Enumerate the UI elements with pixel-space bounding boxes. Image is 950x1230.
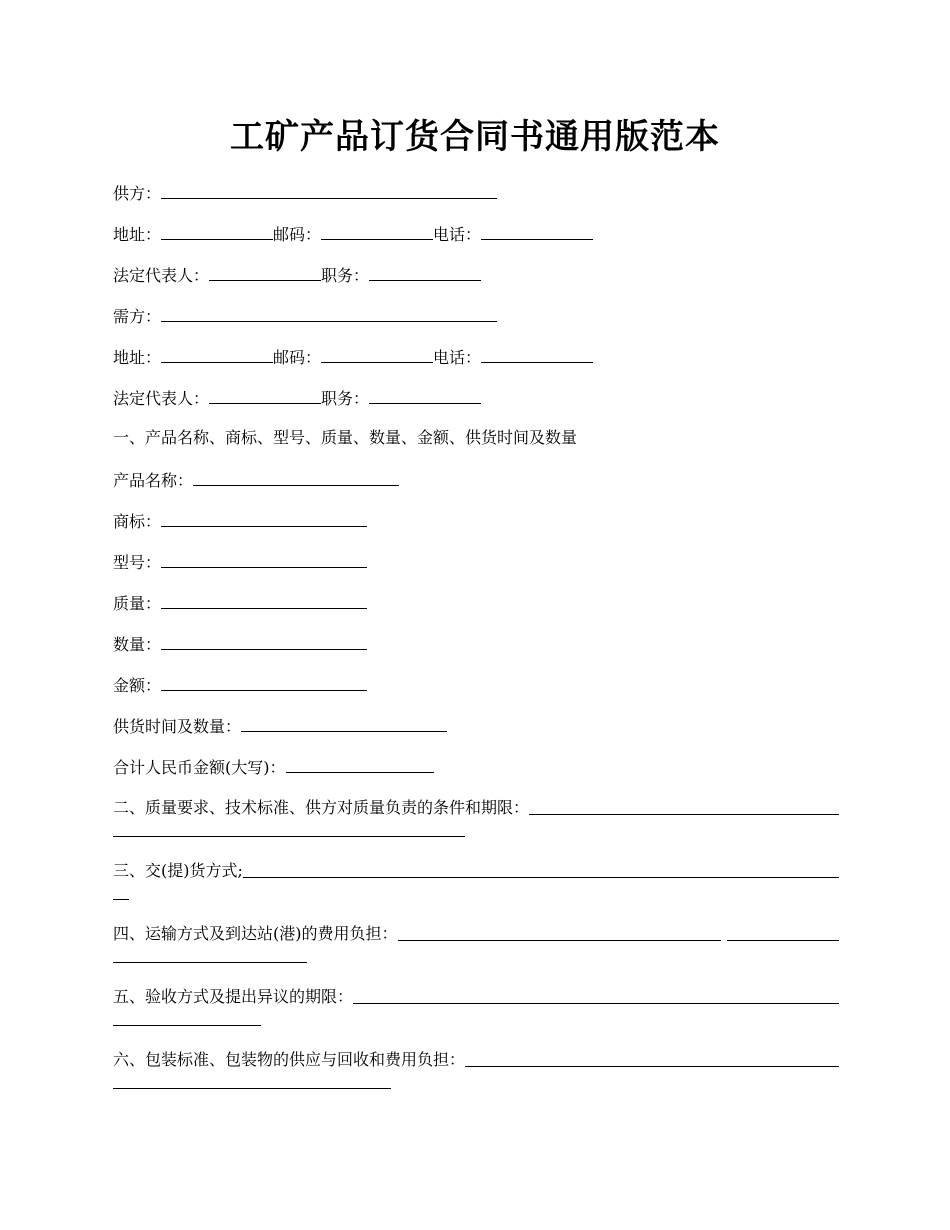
total-amount-line (113, 755, 434, 779)
buyer-legal-rep-blank[interactable] (209, 386, 321, 404)
section-6-label: 六、包装标准、包装物的供应与回收和费用负担： (113, 1050, 466, 1069)
buyer-name-label: 需方： (113, 307, 162, 326)
section-4-continuation (113, 945, 307, 969)
model-label: 型号： (113, 553, 162, 572)
buyer-position-label: 职务： (321, 389, 370, 408)
section-6-line (113, 1049, 839, 1071)
brand-blank[interactable] (161, 509, 367, 527)
amount-line (113, 673, 367, 697)
supplier-legal-rep-label: 法定代表人： (113, 266, 210, 285)
section-6-blank[interactable] (465, 1049, 839, 1067)
section-3-continuation (113, 882, 129, 906)
supplier-phone-label: 电话： (433, 225, 482, 244)
section-5-continuation (113, 1008, 261, 1032)
supply-time-blank[interactable] (241, 714, 447, 732)
section-2-line (113, 797, 839, 819)
product-name-blank[interactable] (193, 468, 399, 486)
section-6-continuation (113, 1071, 391, 1095)
product-name-label: 产品名称： (113, 471, 194, 490)
buyer-phone-blank[interactable] (481, 345, 593, 363)
model-blank[interactable] (161, 550, 367, 568)
buyer-postcode-blank[interactable] (321, 345, 433, 363)
quality-label: 质量： (113, 594, 162, 613)
buyer-rep-line (113, 386, 481, 410)
quantity-label: 数量： (113, 635, 162, 654)
section-6-blank-cont[interactable] (113, 1071, 391, 1089)
amount-label: 金额： (113, 676, 162, 695)
section-5-blank-cont[interactable] (113, 1008, 261, 1026)
supplier-address-label: 地址： (113, 225, 162, 244)
section-4-blank-cont[interactable] (113, 945, 307, 963)
section-5-blank[interactable] (353, 986, 839, 1004)
buyer-phone-label: 电话： (433, 348, 482, 367)
quantity-blank[interactable] (161, 632, 367, 650)
supplier-name-blank[interactable] (161, 181, 497, 199)
section-3-blank-cont[interactable] (113, 882, 129, 900)
buyer-name-line (113, 304, 497, 328)
supplier-postcode-label: 邮码： (273, 225, 322, 244)
supply-time-line (113, 714, 447, 738)
section-5-label: 五、验收方式及提出异议的期限： (113, 987, 354, 1006)
section-4-line (113, 923, 839, 945)
buyer-contact-line (113, 345, 593, 369)
section-4-label: 四、运输方式及到达站(港)的费用负担： (113, 924, 398, 943)
brand-line (113, 509, 367, 533)
supplier-phone-blank[interactable] (481, 222, 593, 240)
section-3-line (113, 860, 839, 882)
buyer-address-blank[interactable] (161, 345, 273, 363)
quantity-line (113, 632, 367, 656)
total-amount-label: 合计人民币金额(大写)： (113, 758, 286, 777)
section-2-blank-cont[interactable] (113, 819, 465, 837)
section-2-label: 二、质量要求、技术标准、供方对质量负责的条件和期限： (113, 798, 530, 817)
section-1-heading: 一、产品名称、商标、型号、质量、数量、金额、供货时间及数量 (113, 428, 578, 447)
supplier-address-blank[interactable] (161, 222, 273, 240)
amount-blank[interactable] (161, 673, 367, 691)
quality-blank[interactable] (161, 591, 367, 609)
buyer-legal-rep-label: 法定代表人： (113, 389, 210, 408)
section-3-blank[interactable] (243, 860, 839, 878)
document-title: 工矿产品订货合同书通用版范本 (230, 117, 720, 157)
buyer-address-label: 地址： (113, 348, 162, 367)
section-5-line (113, 986, 839, 1008)
supplier-rep-line (113, 263, 481, 287)
section-3-label: 三、交(提)货方式; (113, 861, 243, 880)
buyer-name-blank[interactable] (161, 304, 497, 322)
supplier-position-blank[interactable] (369, 263, 481, 281)
buyer-postcode-label: 邮码： (273, 348, 322, 367)
total-amount-blank[interactable] (286, 755, 434, 773)
supplier-legal-rep-blank[interactable] (209, 263, 321, 281)
supplier-name-label: 供方： (113, 184, 162, 203)
buyer-position-blank[interactable] (369, 386, 481, 404)
supplier-postcode-blank[interactable] (321, 222, 433, 240)
section-2-blank[interactable] (529, 797, 839, 815)
supplier-position-label: 职务： (321, 266, 370, 285)
section-4-blank[interactable] (398, 923, 722, 941)
model-line (113, 550, 367, 574)
supplier-contact-line (113, 222, 593, 246)
section-2-continuation (113, 819, 465, 843)
section-4-blank-2[interactable] (727, 923, 839, 941)
quality-line (113, 591, 367, 615)
supplier-name-line (113, 181, 497, 205)
brand-label: 商标： (113, 512, 162, 531)
supply-time-label: 供货时间及数量： (113, 717, 242, 736)
product-name-line (113, 468, 399, 492)
